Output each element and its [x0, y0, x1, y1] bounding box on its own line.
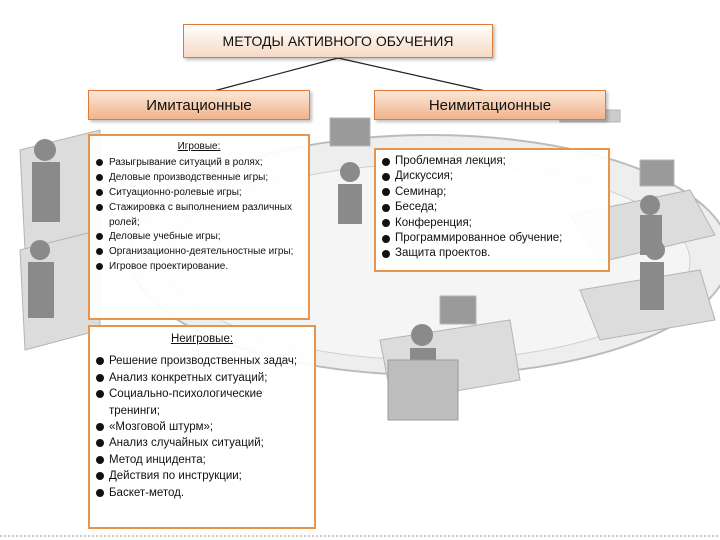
connector-line-right [338, 58, 490, 92]
category-imitation [88, 90, 310, 120]
game-methods-list [96, 156, 302, 275]
category-non-imitation [374, 90, 606, 120]
list-item: Метод инцидента; [96, 452, 308, 468]
list-item: Семинар; [382, 185, 602, 200]
list-item: Разыгрывание ситуаций в ролях; [96, 156, 302, 171]
list-item: Действия по инструкции; [96, 468, 308, 484]
list-item: Защита проектов. [382, 246, 602, 261]
list-item: Деловые производственные игры; [96, 171, 302, 186]
non-imitation-methods-list [382, 154, 602, 262]
list-item: Дискуссия; [382, 169, 602, 184]
list-item: Программированное обучение; [382, 231, 602, 246]
list-item: Конференция; [382, 216, 602, 231]
list-item: Беседа; [382, 200, 602, 215]
list-item: «Мозговой штурм»; [96, 419, 308, 435]
non-game-methods-heading: Неигровые: [170, 333, 234, 345]
category-non-imitation-label: Неимитационные [428, 96, 552, 114]
list-item: Стажировка с выполнением различных ролей; [96, 201, 302, 231]
list-item: Баскет-метод. [96, 485, 308, 501]
list-item: Деловые учебные игры; [96, 230, 302, 245]
list-item: Анализ конкретных ситуаций; [96, 370, 308, 386]
main-title-box [183, 24, 493, 58]
list-item: Анализ случайных ситуаций; [96, 435, 308, 451]
category-imitation-label: Имитационные [146, 96, 252, 114]
main-title: МЕТОДЫ АКТИВНОГО ОБУЧЕНИЯ [222, 33, 454, 49]
non-game-methods-box [88, 325, 316, 529]
game-methods-box [88, 134, 310, 320]
list-item: Проблемная лекция; [382, 154, 602, 169]
connector-line-left [210, 58, 338, 92]
list-item: Решение производственных задач; [96, 353, 308, 369]
non-game-methods-list [96, 353, 308, 501]
non-imitation-methods-box [374, 148, 610, 272]
list-item: Игровое проектирование. [96, 260, 302, 275]
game-methods-heading: Игровые: [177, 141, 221, 152]
list-item: Организационно-деятельностные игры; [96, 245, 302, 260]
list-item: Социально-психологические тренинги; [96, 386, 308, 419]
list-item: Ситуационно-ролевые игры; [96, 186, 302, 201]
